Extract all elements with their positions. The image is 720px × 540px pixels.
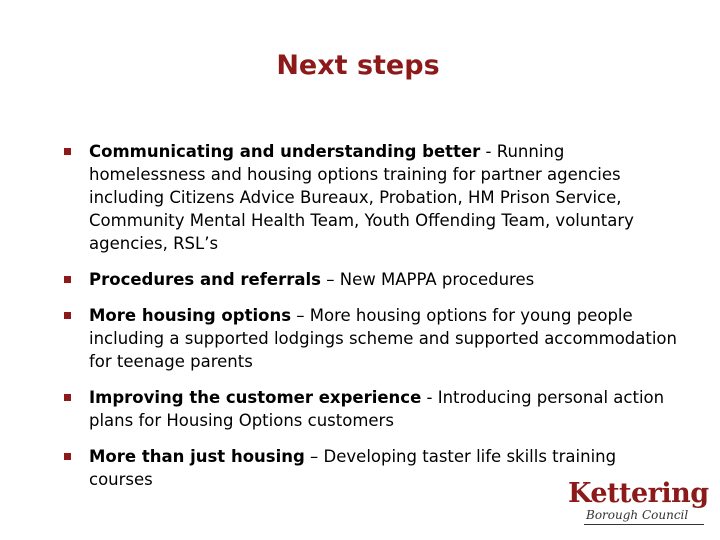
bullet-item [64, 268, 682, 291]
bullet-text: – More housing options for young people including a supported lodgings scheme and supported accommodation for teenage parents [89, 306, 677, 371]
bullet-heading: Procedures and referrals [89, 270, 322, 289]
bullet-text: - Running homelessness and housing options training for partner agencies including Citizens Advice Bureaux, Probation, HM Prison Service, Community Mental Health Team, Youth Offending Team, voluntary agencies, RSL’s [89, 142, 634, 253]
bullet-list [64, 140, 682, 504]
logo-underline [584, 524, 704, 525]
square-bullet-icon [64, 312, 71, 319]
bullet-item [64, 304, 682, 373]
bullet-item [64, 140, 682, 255]
logo-subtitle: Borough Council [586, 508, 689, 522]
bullet-heading: Improving the customer experience [89, 388, 422, 407]
kettering-logo [568, 478, 708, 528]
square-bullet-icon [64, 276, 71, 283]
bullet-text: – Developing taster life skills training courses [89, 447, 617, 489]
logo-wordmark: Kettering [568, 478, 709, 509]
bullet-text: – New MAPPA procedures [321, 270, 535, 289]
bullet-heading: More than just housing [89, 447, 305, 466]
bullet-item [64, 386, 682, 432]
bullet-heading: Communicating and understanding better [89, 142, 481, 161]
square-bullet-icon [64, 453, 71, 460]
square-bullet-icon [64, 394, 71, 401]
square-bullet-icon [64, 148, 71, 155]
slide-title: Next steps [276, 50, 440, 81]
bullet-text: - Introducing personal action plans for Housing Options customers [89, 388, 665, 430]
bullet-heading: More housing options [89, 306, 292, 325]
